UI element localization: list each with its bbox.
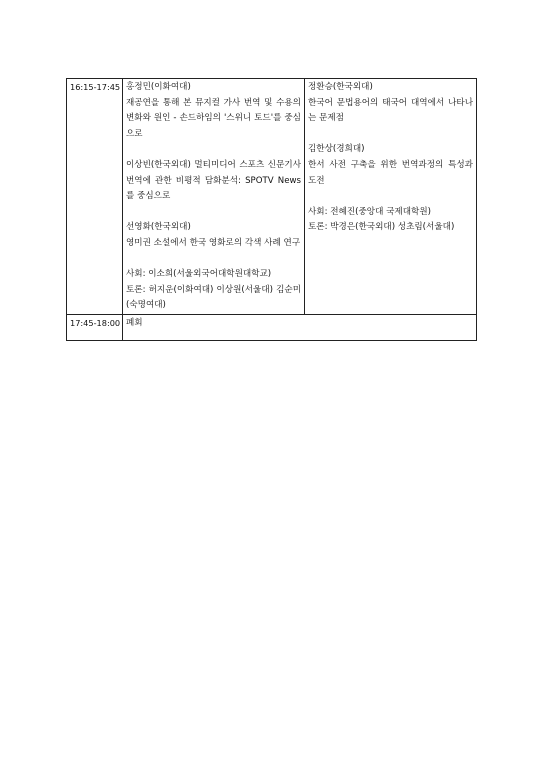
presenter-name: 홍정민(이화여대): [126, 82, 191, 92]
session-left: [123, 79, 305, 315]
closing-row: [67, 314, 477, 340]
program-schedule-table: [66, 78, 477, 341]
presentation-item: [308, 80, 473, 127]
presenter-name: 정환승(한국외대): [308, 82, 373, 92]
moderator: 사회: 이소희(서울외국어대학원대학교): [126, 269, 272, 280]
session-right: [305, 79, 477, 315]
discussants: 토론: 허지운(이화여대) 이상원(서울대) 김순미(숙명여대): [126, 284, 301, 311]
presentation-title: 영미권 소설에서 한국 영화로의 각색 사례 연구: [126, 237, 301, 248]
presenter-name: 선영화(한국외대): [126, 222, 191, 233]
session-row: [67, 79, 477, 315]
session-staff: [126, 267, 301, 314]
presentation-title: 재공연을 통해 본 뮤지컬 가사 번역 및 수용의 변화와 원인 - 손드하임의 '스위니 토드'를 중심으로: [126, 97, 301, 139]
discussants: 토론: 박경은(한국외대) 성초림(서울대): [308, 222, 455, 233]
presentation-title: 한서 사전 구축을 위한 번역과정의 특성과 도전: [308, 159, 473, 186]
moderator: 사회: 전혜진(중앙대 국제대학원): [308, 206, 431, 217]
presentation-item: [126, 158, 301, 205]
presentation-item: [126, 80, 301, 142]
session-staff: [308, 205, 473, 236]
closing-label: 폐회: [123, 314, 477, 340]
time-slot: 17:45-18:00: [67, 314, 123, 340]
time-slot: 16:15-17:45: [67, 79, 123, 315]
presentation-title: 한국어 문법용어의 태국어 대역에서 나타나는 문제점: [308, 97, 473, 124]
presentation-item: [126, 220, 301, 251]
presentation-item: [308, 142, 473, 189]
presenter-name: 김한상(경희대): [308, 144, 365, 155]
presentation-title: 이상빈(한국외대) 멀티미디어 스포츠 신문기사 번역에 관한 비평적 담화분석: SPOTV News 를 중심으로: [126, 159, 301, 202]
